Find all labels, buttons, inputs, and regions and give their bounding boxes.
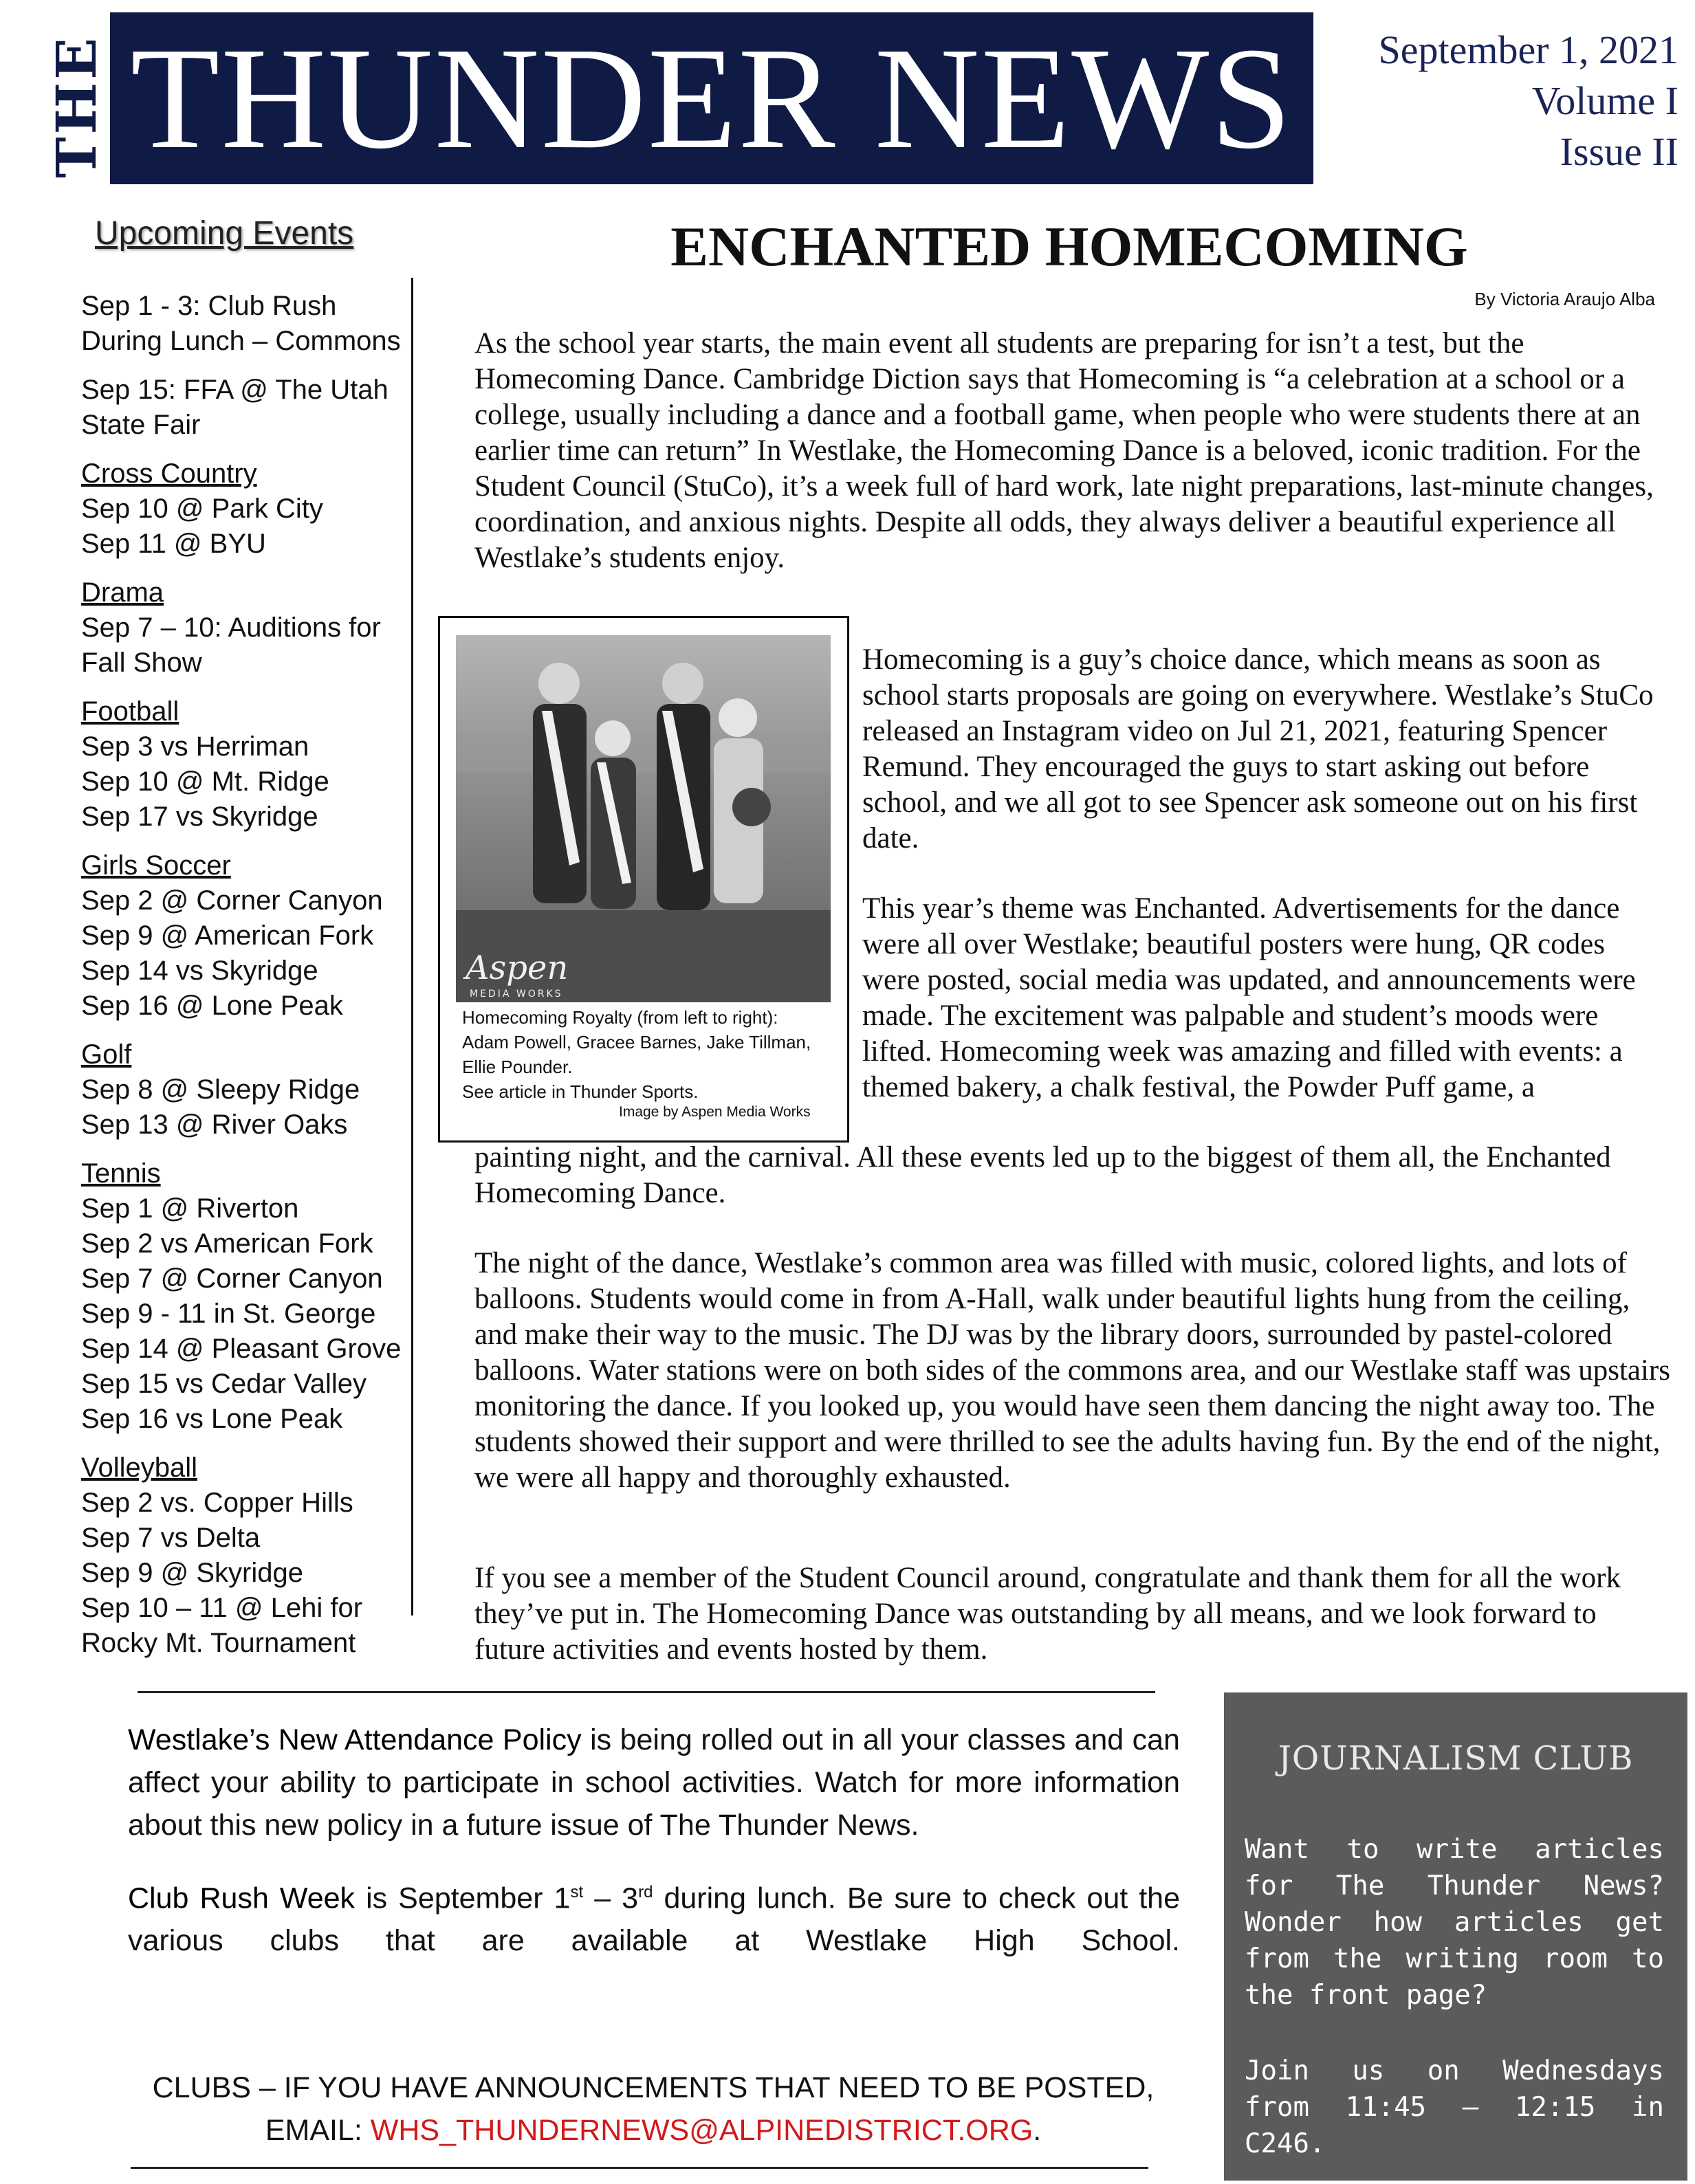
divider-bottom xyxy=(131,2167,1148,2169)
homecoming-royalty-photo xyxy=(456,635,831,1002)
article-paragraph-text: Homecoming is a guy’s choice dance, which means as soon as school starts proposals are going on everywhere. Westlake’s StuCo released an Instagram video on Jul 21, 2021, featuring Spencer Remund. They encouraged the guys to start asking out before school, and we all got to see Spencer ask someone out on his first date. xyxy=(862,643,1654,854)
masthead-the xyxy=(45,27,107,186)
clubs-announcement-line: CLUBS – IF YOU HAVE ANNOUNCEMENTS THAT NEED TO BE POSTED, xyxy=(152,2071,1155,2104)
clubs-email-link[interactable]: WHS_THUNDERNEWS@ALPINEDISTRICT.ORG xyxy=(370,2114,1034,2147)
event-item: Sep 7 @ Corner Canyon xyxy=(81,1264,383,1294)
clubs-email-label: EMAIL: xyxy=(265,2114,371,2147)
event-item: Sep 10 – 11 @ Lehi for Rocky Mt. Tournament xyxy=(81,1593,363,1658)
article-paragraph xyxy=(862,642,1667,857)
article-paragraph xyxy=(474,326,1671,576)
event-item: Sep 15 vs Cedar Valley xyxy=(81,1369,367,1399)
event-item: Sep 8 @ Sleepy Ridge xyxy=(81,1074,360,1105)
photo-caption-line: See article in Thunder Sports. xyxy=(462,1081,699,1102)
event-item: Sep 13 @ River Oaks xyxy=(81,1110,348,1140)
event-item: Sep 1 @ Riverton xyxy=(81,1193,299,1224)
event-item: Sep 10 @ Park City xyxy=(81,494,323,524)
event-item: Sep 9 @ Skyridge xyxy=(81,1558,303,1588)
journalism-club-title: JOURNALISM CLUB xyxy=(1278,1739,1634,1778)
article-paragraph xyxy=(474,1140,1671,1211)
attendance-notice-title: Westlake’s New Attendance Policy xyxy=(128,1723,582,1756)
divider-top xyxy=(138,1691,1155,1693)
event-category: Tennis xyxy=(81,1158,161,1189)
event-item: Sep 14 vs Skyridge xyxy=(81,956,318,986)
event-item: Sep 7 – 10: Auditions for Fall Show xyxy=(81,613,381,678)
article-paragraph-text: The night of the dance, Westlake’s common area was filled with music, colored lights, and lots of balloons. Students would come in from A-Hall, walk under beautiful lights hung from the ceiling, and make their way to the music. The DJ was by the library doors, surrounded by pastel-colored balloons. Water stations were on both sides of the commons area, and our Westlake staff was upstairs monitoring the dance. If you looked up, you would have seen them dancing the night away too. The students showed their support and were thrilled to see the adults having fun. By the end of the night, we were all happy and thoroughly exhausted. xyxy=(474,1247,1670,1494)
article-paragraph xyxy=(474,1246,1671,1496)
article-paragraph-text: painting night, and the carnival. All these events led up to the biggest of them all, the Enchanted Homecoming Dance. xyxy=(474,1141,1611,1209)
event-item: Sep 9 - 11 in St. George xyxy=(81,1299,376,1329)
clubs-email-period: . xyxy=(1033,2114,1042,2147)
attendance-notice-text: is being rolled out in all your classes and can affect your ability to participate in school activities. Watch for more information about this new policy in a future issue of The Thunder News. xyxy=(128,1723,1180,1842)
club-rush-text: during lunch. Be sure to check out the various clubs that are available at Westlake High School. xyxy=(128,1882,1180,1958)
event-item: Sep 2 @ Corner Canyon xyxy=(81,885,383,916)
event-category: Volleyball xyxy=(81,1453,198,1483)
photo-caption-line: Homecoming Royalty (from left to right): Adam Powell, Gracee Barnes, Jake Tillman, Ellie Pounder. xyxy=(462,1007,811,1077)
event-item: Sep 15: FFA @ The Utah State Fair xyxy=(81,375,389,440)
upcoming-events-list xyxy=(81,289,404,1675)
clubs-email-line xyxy=(124,2109,1183,2152)
article-paragraph-text: As the school year starts, the main event all students are preparing for isn’t a test, but the Homecoming Dance. Cambridge Diction says that Homecoming is “a celebration at a school or a college, usually including a dance and a football game, when people who were students there at an earlier time can return” In Westlake, the Homecoming Dance is a beloved, iconic tradition. For the Student Council (StuCo), it’s a week full of hard work, late night preparations, last-minute changes, coordination, and anxious nights. Despite all odds, they always deliver a beautiful experience all Westlake’s students enjoy. xyxy=(474,327,1654,574)
clubs-announcement xyxy=(124,2066,1183,2152)
event-item: Sep 16 vs Lone Peak xyxy=(81,1404,343,1434)
upcoming-events-heading: Upcoming Events xyxy=(95,215,354,252)
event-item: Sep 2 vs American Fork xyxy=(81,1228,373,1259)
photo-credit: Image by Aspen Media Works xyxy=(619,1104,811,1120)
event-item: Sep 3 vs Herriman xyxy=(81,731,309,762)
event-item: Sep 14 @ Pleasant Grove xyxy=(81,1334,402,1364)
photo-watermark-sub: MEDIA WORKS xyxy=(470,989,563,1000)
masthead-title: THUNDER NEWS xyxy=(130,17,1293,179)
photo-illustration xyxy=(456,635,831,1002)
masthead-the-text: THE xyxy=(44,34,109,179)
event-item: Sep 9 @ American Fork xyxy=(81,920,374,951)
club-rush-sup: st xyxy=(570,1883,584,1901)
event-group xyxy=(81,575,404,681)
event-group xyxy=(81,848,404,1024)
photo-caption xyxy=(462,1005,820,1104)
club-rush-title: Club Rush Week xyxy=(128,1882,356,1915)
issue-volume: Volume I xyxy=(1531,78,1678,123)
issue-info xyxy=(1378,25,1678,177)
event-category: Cross Country xyxy=(81,459,257,489)
event-group xyxy=(81,456,404,562)
article-paragraph xyxy=(862,891,1667,1105)
event-category: Football xyxy=(81,696,179,727)
article-paragraph-text: If you see a member of the Student Council around, congratulate and thank them for all the work they’ve put in. The Homecoming Dance was outstanding by all means, and we look forward to future activities and events hosted by them. xyxy=(474,1562,1621,1666)
club-rush-sup: rd xyxy=(638,1883,653,1901)
event-groups xyxy=(81,456,404,1661)
event-item: Sep 17 vs Skyridge xyxy=(81,802,318,832)
event-item: Sep 11 @ BYU xyxy=(81,529,266,559)
event-category: Drama xyxy=(81,577,164,608)
event-group xyxy=(81,1451,404,1661)
event-group xyxy=(81,1037,404,1143)
journalism-club-text: Join us on Wednesdays from 11:45 – 12:15 in C246. xyxy=(1245,2055,1664,2159)
attendance-notice xyxy=(128,1719,1180,1846)
event-item: Sep 7 vs Delta xyxy=(81,1523,261,1553)
event-item: Sep 2 vs. Copper Hills xyxy=(81,1488,353,1518)
event-item: Sep 16 @ Lone Peak xyxy=(81,991,343,1021)
issue-number: Issue II xyxy=(1560,129,1678,174)
club-rush-text: – 3 xyxy=(583,1882,639,1915)
event-item: Sep 10 @ Mt. Ridge xyxy=(81,766,329,797)
event-group xyxy=(81,1156,404,1437)
sidebar-divider xyxy=(411,278,413,1615)
journalism-club-text: Want to write articles for The Thunder News? Wonder how articles get from the writing room to the front page? xyxy=(1245,1834,1664,2011)
club-rush-text: is September 1 xyxy=(355,1882,571,1915)
article-byline: By Victoria Araujo Alba xyxy=(1474,289,1655,309)
article-paragraph-text: This year’s theme was Enchanted. Advertisements for the dance were all over Westlake; beautiful posters were hung, QR codes were posted, social media was updated, and announcements were made. The excitement was palpable and student’s moods were lifted. Homecoming week was amazing and filled with events: a themed bakery, a chalk festival, the Powder Puff game, a xyxy=(862,892,1636,1103)
article-headline: ENCHANTED HOMECOMING xyxy=(670,215,1468,278)
photo-watermark: Aspen xyxy=(466,949,569,987)
event-category: Girls Soccer xyxy=(81,850,231,881)
event-item: Sep 1 - 3: Club Rush During Lunch – Commons xyxy=(81,291,401,356)
club-rush-notice xyxy=(128,1871,1180,1962)
event-category: Golf xyxy=(81,1039,132,1070)
article-paragraph xyxy=(474,1560,1671,1668)
event-group xyxy=(81,694,404,835)
issue-date: September 1, 2021 xyxy=(1378,27,1678,72)
